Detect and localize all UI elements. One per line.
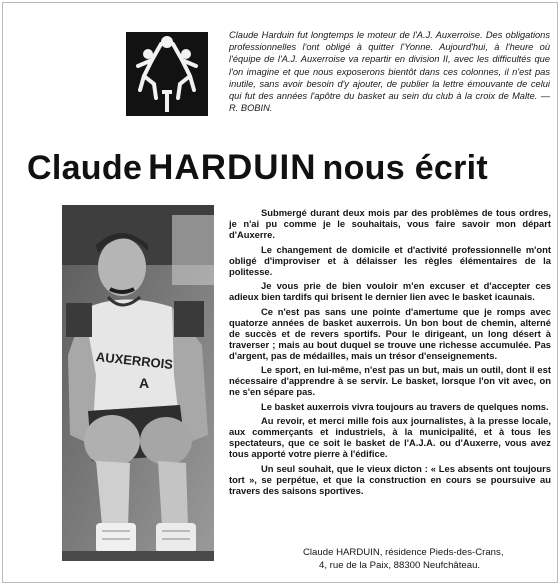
paragraph: Ce n'est pas sans une pointe d'amertume que je romps avec quatorze années de basket auxerrois. Un bon bout de chemin, alterné de succès et de revers sportifs. Pour le dirigeant, un long désert à traverser ; mais au bout duquel se trouve une richesse accumulée. Pas d'argent, pas de médailles, mais un trésor d'enseignements. (229, 305, 551, 361)
paragraph: Au revoir, et merci mille fois aux journalistes, à la presse locale, aux commerçants et industriels, à la municipalité, et à tous les spectateurs, que ce soit le basket de l'A.J.A. ou d'Auxerre, vous avez tous apporté votre pierre à l'édifice. (229, 415, 551, 460)
player-photo-image (62, 205, 214, 561)
paragraph: Je vous prie de bien vouloir m'en excuser et d'accepter ces adieux bien tardifs qui brisent le dernier lien avec le basket icaunais. (229, 280, 551, 303)
paragraph: Un seul souhait, que le vieux dicton : « Les absents ont toujours tort », se perpétue, et que la construction en cours se poursuive au travers des saisons sportives. (229, 462, 551, 496)
paragraph: Le changement de domicile et d'activité professionnelle m'ont obligé d'improviser et à délaisser les règles élémentaires de la politesse. (229, 243, 551, 277)
intro-text: Claude Harduin fut longtemps le moteur de l'A.J. Auxerroise. Des obligations professionnelles l'ont obligé à quitter l'Yonne. Aujourd'hui, à l'heure où l'équipe de l'A.J. Auxerroise va repartir en division II, avec les difficultés que l'on imagine et que nous exposerons bientôt dans ces colonnes, il n'est pas inutile, sans avoir besoin d'y ajouter, de publier la lettre émouvante de celui qui fut des années l'apôtre du basket au sein du club à la croix de Malte. — R. BOBIN. (229, 30, 550, 114)
paragraph: Le basket auxerrois vivra toujours au travers de quelques noms. (261, 400, 549, 412)
paragraph: Submergé durant deux mois par des problèmes de tous ordres, je n'ai pu comme je le souhaitais, vous faire savoir mon départ d'Auxerre. (229, 207, 551, 241)
letter-body (229, 207, 551, 499)
headline (27, 146, 547, 190)
signature-line-2: 4, rue de la Paix, 88300 Neufchâteau. (319, 559, 481, 571)
paragraph: Le sport, en lui-même, n'est pas un but, mais un outil, dont il est nécessaire d'apprendre à se servir. Le basket, lorsque l'on vit avec, on ne s'en sépare pas. (229, 364, 551, 398)
signature-line-1: Claude HARDUIN, résidence Pieds-des-Crans, (303, 547, 504, 558)
jersey-text: AUXERROIS (95, 349, 174, 373)
signature (303, 547, 555, 572)
jersey-letter: A (138, 375, 150, 391)
basketball-players-icon (126, 32, 208, 116)
basketball-players-logo (126, 32, 208, 116)
player-photo (62, 205, 214, 561)
headline-part-1: Claude (27, 149, 143, 187)
headline-name: HARDUIN (148, 148, 317, 187)
headline-part-2: nous écrit (322, 149, 489, 187)
